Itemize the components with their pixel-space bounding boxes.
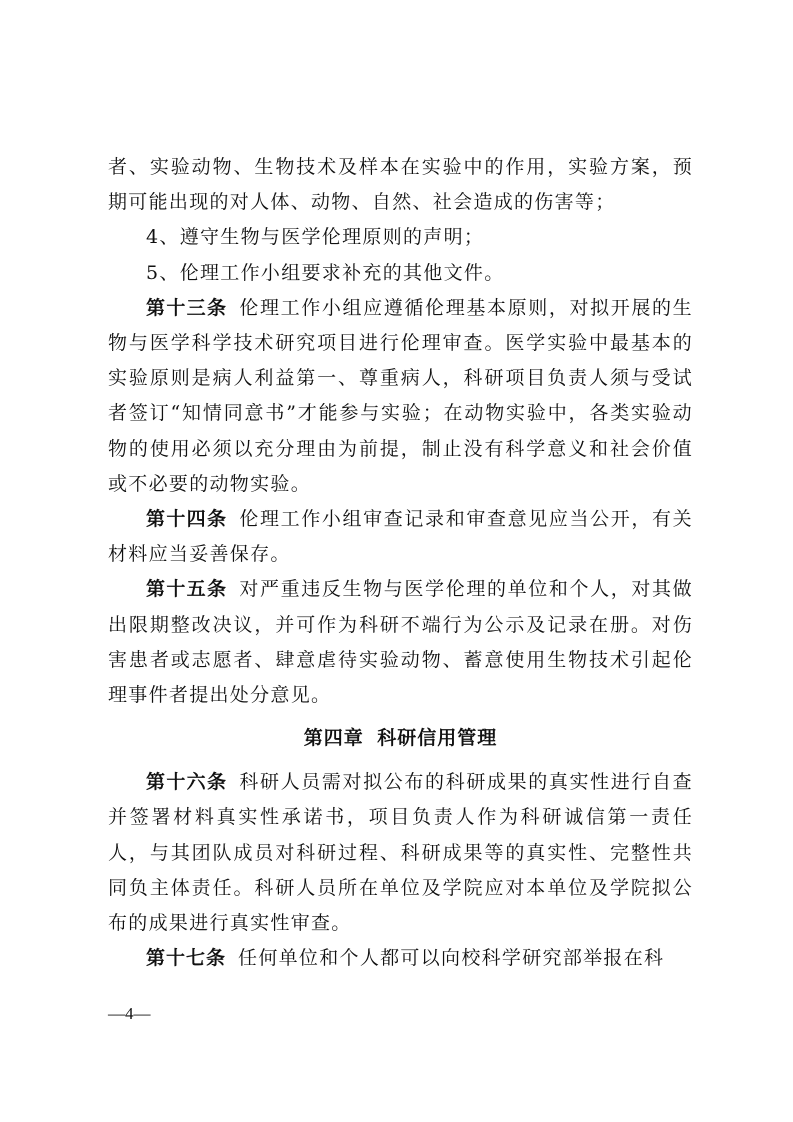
page-number: —4— [108,1004,151,1023]
article-text: 伦理工作小组审查记录和审查意见应当公开，有关材料应当妥善保存。 [108,508,693,566]
article-number: 第十五条 [146,578,228,601]
article-number: 第十七条 [146,947,227,970]
article-number: 第十六条 [146,771,228,794]
document-body [108,150,693,976]
article-number: 第十四条 [146,508,228,531]
article-number: 第十三条 [146,296,228,319]
chapter-heading: 第四章 科研信用管理 [303,727,498,750]
paragraph-list-item-5: 5、伦理工作小组要求补充的其他文件。 [146,261,505,284]
article-14 [108,502,693,572]
article-13 [108,291,693,502]
article-16 [108,765,693,941]
article-text: 伦理工作小组应遵循伦理基本原则，对拟开展的生物与医学科学技术研究项目进行伦理审查。医学实验中最基本的实验原则是病人利益第一、尊重病人，科研项目负责人须与受试者签订“知情同意书”才能参与实验；在动物实验中，各类实验动物的使用必须以充分理由为前提，制止没有科学意义和社会价值或不必要的动物实验。 [108,296,693,495]
article-text: 任何单位和个人都可以向校科学研究部举报在科 [238,947,665,970]
paragraph-list-item-4: 4、遵守生物与医学伦理原则的声明； [146,226,485,249]
article-17 [108,941,693,976]
article-15 [108,572,693,713]
article-text: 科研人员需对拟公布的科研成果的真实性进行自查并签署材料真实性承诺书，项目负责人作为科研诚信第一责任人，与其团队成员对科研过程、科研成果等的真实性、完整性共同负主体责任。科研人员所在单位及学院应对本单位及学院拟公布的成果进行真实性审查。 [108,771,693,935]
paragraph-continuation: 者、实验动物、生物技术及样本在实验中的作用，实验方案，预期可能出现的对人体、动物、自然、社会造成的伤害等； [108,156,693,214]
article-text: 对严重违反生物与医学伦理的单位和个人，对其做出限期整改决议，并可作为科研不端行为公示及记录在册。对伤害患者或志愿者、肆意虐待实验动物、蓄意使用生物技术引起伦理事件者提出处分意见。 [108,578,693,707]
